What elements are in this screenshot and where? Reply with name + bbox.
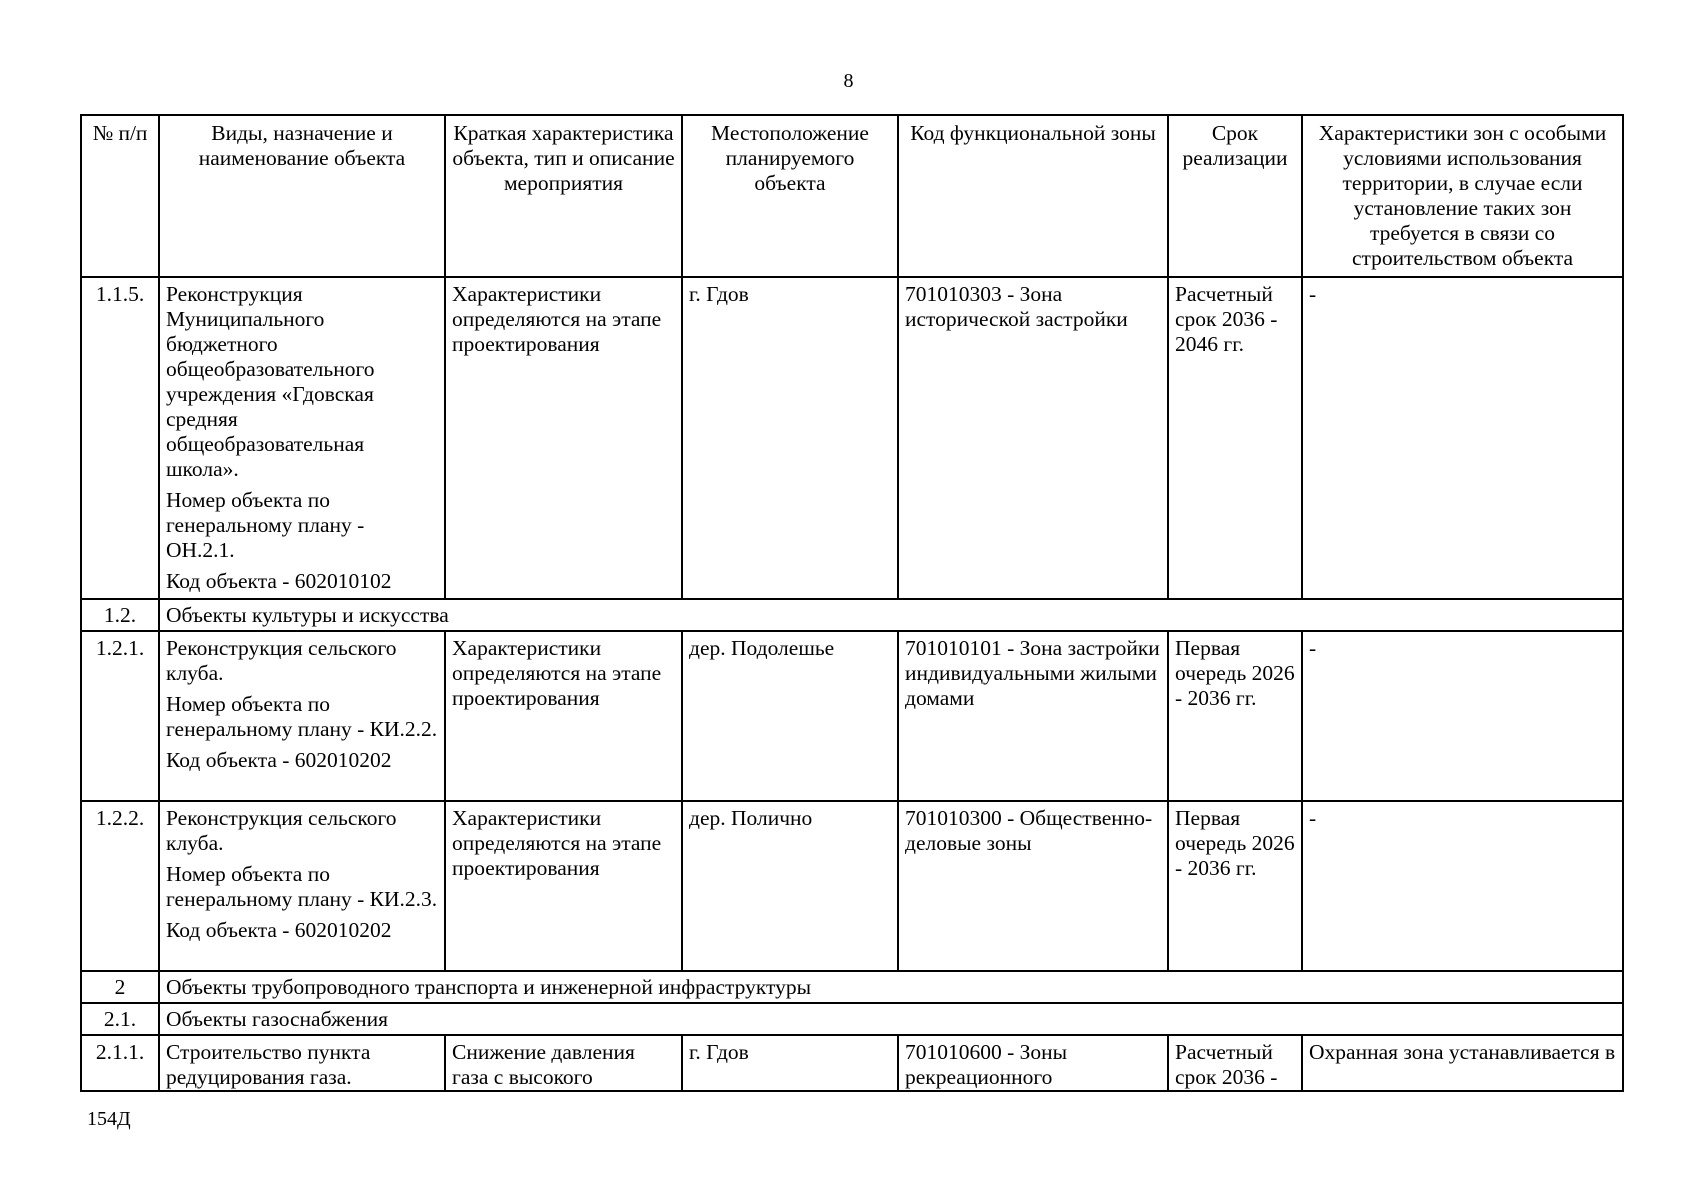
- row-number: 1.1.5.: [81, 277, 159, 599]
- table-row: [81, 1035, 1623, 1091]
- object-zone-code: 701010101 - Зона застройки индивидуальными жилыми домами: [898, 631, 1168, 801]
- section-title: Объекты трубопроводного транспорта и инженерной инфраструктуры: [159, 971, 1623, 1003]
- section-number: 2.1.: [81, 1003, 159, 1035]
- object-name: Реконструкция сельского клуба.: [166, 806, 397, 855]
- header-description: Краткая характеристика объекта, тип и описание мероприятия: [445, 115, 682, 277]
- object-description: Снижение давления газа с высокого: [445, 1035, 682, 1091]
- object-zone-code: 701010300 - Общественно-деловые зоны: [898, 801, 1168, 971]
- object-code: Код объекта - 602010102: [166, 569, 392, 593]
- object-name-cell: [159, 631, 445, 801]
- section-title: Объекты газоснабжения: [159, 1003, 1623, 1035]
- object-term: Первая очередь 2026 - 2036 гг.: [1168, 631, 1302, 801]
- table-header-row: [81, 115, 1623, 277]
- object-location: дер. Подолешье: [682, 631, 898, 801]
- planned-objects-table: [80, 114, 1624, 1092]
- header-special-zones: Характеристики зон с особыми условиями использования территории, в случае если установление таких зон требуется в связи со строительством объекта: [1302, 115, 1623, 277]
- header-location: Местоположение планируемого объекта: [682, 115, 898, 277]
- object-location: г. Гдов: [682, 1035, 898, 1091]
- object-zone-code: 701010303 - Зона исторической застройки: [898, 277, 1168, 599]
- section-number: 1.2.: [81, 599, 159, 631]
- section-row: [81, 599, 1623, 631]
- object-term: Расчетный срок 2036 - 2046 гг.: [1168, 277, 1302, 599]
- object-special-zones: Охранная зона устанавливается в: [1302, 1035, 1623, 1091]
- table-row: [81, 631, 1623, 801]
- section-row: [81, 1003, 1623, 1035]
- object-term: Расчетный срок 2036 -: [1168, 1035, 1302, 1091]
- object-description: Характеристики определяются на этапе проектирования: [445, 631, 682, 801]
- document-footer-code: 154Д: [87, 1108, 131, 1130]
- object-description: Характеристики определяются на этапе проектирования: [445, 277, 682, 599]
- section-title: Объекты культуры и искусства: [159, 599, 1623, 631]
- object-plan-number: Номер объекта по генеральному плану - КИ.2.2.: [166, 692, 438, 741]
- page-number: 8: [843, 70, 854, 92]
- object-name: Реконструкция сельского клуба.: [166, 636, 397, 685]
- object-code: Код объекта - 602010202: [166, 918, 392, 942]
- object-location: дер. Полично: [682, 801, 898, 971]
- object-name-cell: [159, 277, 445, 599]
- object-location: г. Гдов: [682, 277, 898, 599]
- object-plan-number: Номер объекта по генеральному плану - ОН.2.1.: [166, 488, 365, 562]
- object-special-zones: -: [1302, 277, 1623, 599]
- row-number: 1.2.1.: [81, 631, 159, 801]
- header-zone-code: Код функциональной зоны: [898, 115, 1168, 277]
- row-number: 2.1.1.: [81, 1035, 159, 1091]
- object-plan-number: Номер объекта по генеральному плану - КИ.2.3.: [166, 862, 438, 911]
- object-special-zones: -: [1302, 631, 1623, 801]
- object-name-cell: [159, 1035, 445, 1091]
- object-special-zones: -: [1302, 801, 1623, 971]
- header-term: Срок реализации: [1168, 115, 1302, 277]
- object-name-cell: [159, 801, 445, 971]
- table-row: [81, 801, 1623, 971]
- object-zone-code: 701010600 - Зоны рекреационного: [898, 1035, 1168, 1091]
- header-object-name: Виды, назначение и наименование объекта: [159, 115, 445, 277]
- section-number: 2: [81, 971, 159, 1003]
- object-name: Реконструкция Муниципального бюджетного общеобразовательного учреждения «Гдовская средняя общеобразовательная школа».: [166, 282, 375, 481]
- header-number: № п/п: [81, 115, 159, 277]
- section-row: [81, 971, 1623, 1003]
- object-description: Характеристики определяются на этапе проектирования: [445, 801, 682, 971]
- object-term: Первая очередь 2026 - 2036 гг.: [1168, 801, 1302, 971]
- object-name: Строительство пункта редуцирования газа.: [166, 1040, 371, 1089]
- table-row: [81, 277, 1623, 599]
- object-code: Код объекта - 602010202: [166, 748, 392, 772]
- row-number: 1.2.2.: [81, 801, 159, 971]
